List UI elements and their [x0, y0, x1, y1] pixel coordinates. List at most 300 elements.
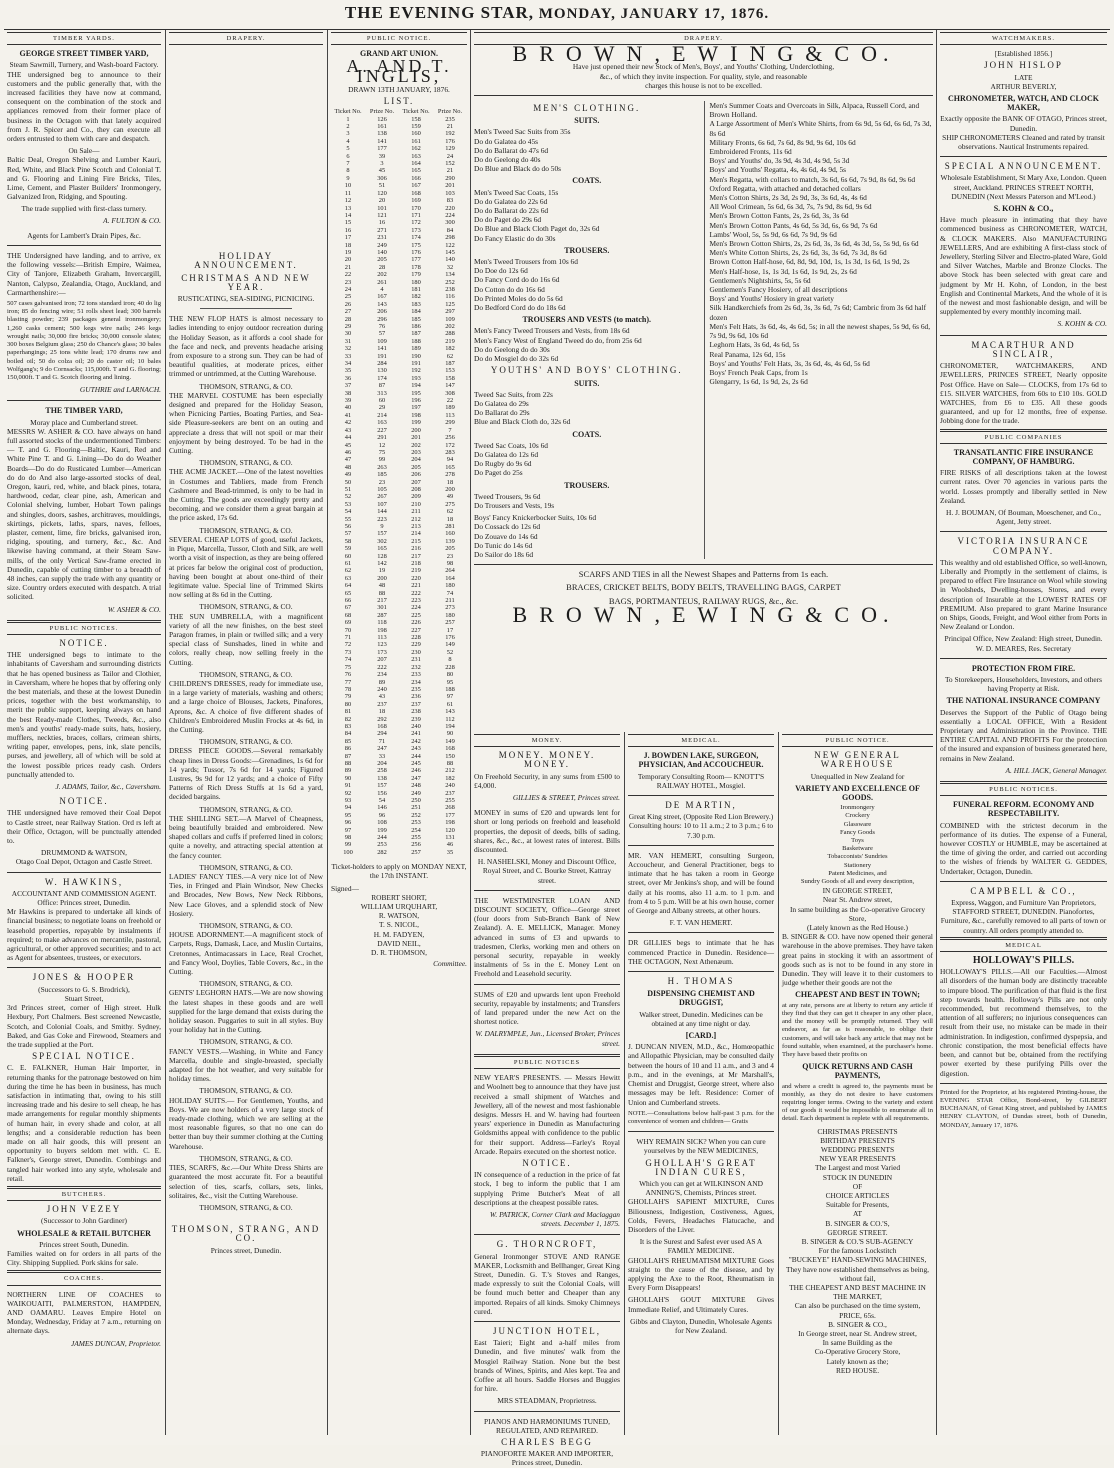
table-cell: 84: [446, 226, 454, 234]
table-cell: 4: [380, 285, 384, 293]
ad-body: MR. VAN HEMERT, consulting Surgeon, Accoucheur, and General Practitioner, begs to intimate that he has taken a room in George street, over Mr Jenkins's shop, and will be found daily at his rooms, also 11 a.m. to 1 p.m. and from 4 to 5 p.m. Will be at his own house, corner of George and Albany streets, at other hours.: [628, 850, 774, 916]
table-cell: 82: [344, 715, 352, 723]
ad-body: GHOLLAH'S RHEUMATISM MIXTURE Goes straight to the cause of the disease, and by applying the Axe to the Root, Rheumatism in Every Form Disappears!: [628, 1255, 774, 1293]
price-line: Do Zouave do 14s 6d: [474, 531, 538, 541]
ad-text: Great King street, (Opposite Red Lion Brewery.) Consulting hours: 10 to 11 a.m.; 2 to 3 p.m.; 6 to 7.30 p.m.: [628, 812, 774, 840]
ad-signature: JAMES DUNCAN, Proprietor.: [70, 1338, 161, 1348]
table-cell: 60: [378, 397, 386, 405]
price-line: Do Cossack do 12s 6d: [474, 522, 541, 532]
table-cell: 61: [446, 700, 454, 708]
name-letter: &: [805, 41, 829, 67]
table-cell: 214: [377, 411, 387, 419]
table-cell: 94: [344, 804, 352, 812]
table-cell: 145: [445, 248, 455, 256]
price-line: Glengarry, 1s 6d, 1s 9d, 2s, 2s 6d: [709, 377, 808, 387]
table-cell: 214: [411, 530, 421, 538]
table-cell: 271: [377, 226, 387, 234]
name-letter: N: [749, 601, 772, 627]
price-line: Do Galatea do 29s: [474, 398, 529, 408]
ad-text: (Lately known as the Red House.): [807, 923, 908, 933]
drapery-item: THE SHILLING SET.—A Marvel of Cheapness, being beautifully braided and embroidered. New shaped collars and cuffs if preferred lined in colors; quite a novelty, and attracting special attention at the fancy counter.: [169, 813, 323, 860]
table-cell: 206: [411, 471, 421, 479]
section-header: TIMBER YARDS.: [7, 32, 161, 45]
table-cell: 209: [411, 493, 421, 501]
table-cell: 194: [411, 382, 421, 390]
ad-body: CHRONOMETER, WATCHMAKERS, AND JEWELLERS, PRINCES STREET, Nearly opposite Post Office. Have on Sale— CLOCKS, from 17s 6d to £15. SILVER WATCHES, from 60s to £10 10s. GOLD WATCHES, from £6 to £35. All these goods guaranteed, and up for 12 months, free of expense. Jobbing done for the trade.: [940, 361, 1107, 426]
table-cell: 202: [445, 323, 455, 330]
ad-text: BAGS, PORTMANTEUS, RAILWAY RUGS, &c., &c.: [608, 595, 799, 606]
table-cell: 264: [445, 567, 455, 575]
price-line: Tweed Sac Coats, 10s 6d: [474, 440, 548, 450]
table-cell: 246: [411, 767, 421, 775]
ad-body: SUMS of £20 and upwards lent upon Freehold security, repayable by instalments; and Transfers of land prepared under the new Act on the shortest notice.: [474, 989, 620, 1027]
table-cell: 191: [411, 360, 421, 368]
ad-text: Princes street South, Dunedin.: [39, 1239, 129, 1249]
ad-title: JOHN HISLOP: [984, 60, 1063, 71]
ad-title: TRANSATLANTIC FIRE INSURANCE COMPANY, OF HAMBURG.: [953, 447, 1094, 466]
table-cell: 290: [445, 174, 455, 182]
drapery-item: TIES, SCARFS, &c.—Our White Dress Shirts are guaranteed the most accurate fit. For a beautiful selection of ties, scarfs, collars, sets, links, solitaires, &c., visit the Cutting Warehouse.: [169, 1163, 323, 1200]
table-cell: 91: [344, 782, 352, 790]
drapery-item: FANCY VESTS.—Washing, in White and Fancy Marcella, double and single-breasted, specially adapted for the hot weather, and very suitable for holiday times.: [169, 1046, 323, 1084]
price-line: Boys' French Peak Caps, from 1s: [709, 367, 808, 377]
signer-name: H. M. FADYEN,: [373, 929, 425, 939]
goods-item: Glassware: [843, 820, 872, 828]
table-cell: 76: [378, 323, 386, 330]
table-cell: 23: [344, 278, 352, 286]
section-header: COACHES.: [7, 1270, 161, 1285]
ad-text: Unequalled in New Zealand for: [810, 771, 905, 781]
clothing-left: [474, 101, 704, 559]
ad-body: THE undersigned begs to intimate to the inhabitants of Caversham and surrounding districts that he has opened business as Tailor and Clothier, in Caversham, where he hopes that by offering only the best materials, and these at the lowest Dunedin prices, together with the best workmanship, to merit the public support, keeping always on hand the best Ready-made Clothes, Tweeds, &c., also men's and youths' ready-made suits, hats, hosiery, mufflers, neckties, braces, collars, crimean shirts, writing paper, envelopes, pens, ink, slate pencils, purses, and jewellery, all of which will be sold at the lowest possible prices ready cash. Orders punctually attended to.: [7, 650, 161, 779]
table-cell: 241: [411, 730, 421, 738]
price-line: Do Paget do 25s: [474, 468, 523, 478]
table-cell: 45: [378, 167, 386, 175]
table-cell: 152: [445, 160, 455, 168]
table-cell: 223: [377, 515, 387, 523]
ad-title: MONEY. MONEY. MONEY.: [498, 750, 596, 770]
ad-title: W. HAWKINS,: [44, 876, 124, 887]
table-cell: 90: [446, 730, 454, 738]
ad-signature: J. ADAMS, Tailor, &c., Caversham.: [55, 782, 161, 792]
ad-signature: Committee.: [433, 959, 467, 969]
table-cell: 74: [344, 656, 352, 664]
drapery-item: THE MARVEL COSTUME has been especially designed and prepared for the Holiday Season, when Picnicing Parties, Boating Parties, and Sea-side Pleasure-seekers are bent on an outing and appreciate a dress that will not spoil or mar their enjoyment by being destroyed. To be had in the Cutting.: [169, 390, 323, 456]
list-subtitle: COATS.: [572, 176, 602, 186]
table-cell: 205: [411, 463, 421, 471]
table-cell: 198: [411, 411, 421, 419]
table-cell: 212: [411, 515, 421, 523]
ad-subtitle: Moray place and Cumberland street.: [30, 417, 138, 427]
table-cell: 69: [344, 619, 352, 627]
table-cell: 1: [346, 115, 350, 123]
table-cell: 57: [344, 530, 352, 538]
table-cell: 184: [411, 308, 421, 316]
table-cell: 258: [377, 767, 387, 775]
ad-text: OF: [852, 1181, 863, 1191]
table-cell: 138: [377, 774, 387, 782]
table-cell: 116: [445, 293, 455, 301]
table-cell: 9: [346, 174, 350, 182]
table-cell: 188: [445, 685, 455, 693]
table-cell: 25: [344, 293, 352, 301]
ad-body: B. SINGER & CO. have now opened their general warehouse in the above premises. They have taken great pains in stocking it with an assortment of goods such as is not to be found in any store in Dunedin. They will leave it to their customers to judge whether their goods are not the: [782, 932, 933, 988]
column-watchmakers: [937, 30, 1110, 1435]
table-cell: 288: [445, 330, 455, 338]
table-cell: 48: [344, 463, 352, 471]
table-cell: 15: [344, 219, 352, 227]
signer-name: D. R. THOMSON,: [371, 948, 427, 958]
table-cell: 144: [377, 508, 387, 516]
table-cell: 225: [411, 611, 421, 619]
ad-text: Office: Princes street, Dunedin.: [37, 898, 131, 908]
table-cell: 217: [411, 552, 421, 560]
table-cell: 249: [411, 789, 421, 797]
ad-signature: S. KOHN & CO.: [1057, 319, 1107, 329]
table-cell: 237: [377, 700, 387, 708]
table-cell: 73: [344, 648, 352, 656]
table-cell: 40: [344, 404, 352, 412]
price-line: Do Doe do 12s 6d: [474, 266, 528, 276]
column-money: [471, 732, 623, 1468]
table-cell: 273: [445, 604, 455, 612]
table-cell: 213: [411, 522, 421, 530]
table-cell: 199: [377, 826, 387, 834]
list-title: YOUTHS' AND BOYS' CLOTHING.: [490, 365, 683, 376]
table-cell: 216: [411, 545, 421, 553]
table-cell: 197: [411, 404, 421, 412]
ad-text: THE CHEAPEST AND BEST MACHINE IN THE MARKET,: [789, 1282, 926, 1302]
ad-signature: A. HILL JACK, General Manager.: [1005, 765, 1107, 775]
price-line: Men's Felt Hats, 3s 6d, 4s, 4s 6d, 5s; in all the newest shapes, 5s 9d, 6s 6d, 7s 9d, 9s 6d, 10s 6d: [709, 321, 931, 341]
table-cell: 299: [445, 419, 455, 427]
ad-signature: Principal Office, New Zealand: High street, Dunedin. W. D. MEARES, Res. Secretary: [944, 634, 1103, 653]
table-cell: 67: [344, 604, 352, 612]
table-cell: 109: [445, 315, 455, 323]
column-brown-ewing: [471, 30, 936, 730]
signer-name: T. S. NICOL,: [379, 920, 419, 930]
table-cell: 128: [377, 552, 387, 560]
section-header: DRAPERY.: [169, 32, 323, 45]
table-cell: 150: [445, 752, 455, 760]
divider: [628, 795, 774, 796]
goods-item: Fancy Goods: [840, 828, 875, 836]
ad-text: PRICE, 65s.: [839, 1310, 876, 1320]
prize-table-header: [331, 108, 467, 115]
price-line: Gentlemen's Fancy Hosiery, of all descriptions: [709, 285, 848, 295]
ad-text: Princes street, Dunedin.: [210, 1245, 282, 1255]
table-cell: 176: [445, 137, 455, 145]
table-cell: 240: [377, 685, 387, 693]
table-cell: 180: [411, 278, 421, 286]
ad-signature: THOMSON, STRANG, & CO.: [199, 525, 293, 535]
table-cell: 224: [411, 604, 421, 612]
divider: [474, 1411, 620, 1412]
table-cell: 194: [445, 722, 455, 730]
ad-text: In same Building as the: [822, 1338, 893, 1348]
ad-text: RED HOUSE.: [835, 1365, 880, 1375]
table-cell: 8: [346, 167, 350, 175]
table-cell: 248: [411, 782, 421, 790]
table-cell: 223: [411, 597, 421, 605]
goods-item: Toys: [851, 837, 864, 845]
table-cell: 211: [445, 597, 455, 605]
ad-text: ARTHUR BEVERLY,: [990, 81, 1057, 91]
ad-title: GRAND ART UNION.: [359, 49, 439, 59]
table-cell: 143: [445, 708, 455, 716]
ad-text: For the famous Lockstitch: [818, 1246, 897, 1256]
ad-title: SPECIAL ANNOUNCEMENT.: [944, 161, 1103, 172]
table-cell: 191: [377, 352, 387, 360]
price-line: Do do Galatea do 45s: [474, 136, 539, 146]
name-letter: G: [777, 41, 800, 67]
price-line: Boys' and Youths' Regatta, 4s, 4s 6d, 4s 9d, 5s: [709, 165, 847, 175]
table-cell: 51: [378, 182, 386, 190]
ad-title: WHOLESALE & RETAIL BUTCHER: [17, 1228, 151, 1238]
table-cell: 177: [411, 256, 421, 264]
table-cell: 182: [445, 345, 455, 353]
table-cell: 57: [378, 330, 386, 338]
table-cell: 80: [344, 700, 352, 708]
table-cell: 185: [377, 471, 387, 479]
table-cell: 121: [377, 211, 387, 219]
ad-signature: GUTHRIE and LARNACH.: [79, 385, 161, 395]
ad-title: H. THOMAS: [667, 976, 735, 987]
table-cell: 278: [445, 471, 455, 479]
ad-signature: THOMSON, STRANG, & CO.: [199, 1202, 293, 1212]
table-cell: 313: [377, 389, 387, 397]
divider: [628, 932, 774, 933]
divider: [7, 872, 161, 873]
name-letter: O.: [861, 41, 895, 67]
ad-signature: W. PATRICK, Corner Clark and Maclaggan streets. December 1, 1875.: [489, 1209, 620, 1229]
price-line: Do do Mosgiel do do 32s 6d: [474, 354, 559, 364]
table-cell: 173: [411, 226, 421, 234]
table-cell: 24: [344, 285, 352, 293]
table-cell: 208: [411, 485, 421, 493]
table-cell: 183: [411, 300, 421, 308]
price-line: Do Bedford Cord do do 18s 6d: [474, 303, 566, 313]
price-line: Embroidered Fronts, 11s 6d: [709, 147, 792, 157]
table-cell: 160: [411, 130, 421, 138]
name-letter: R: [539, 601, 560, 627]
ad-text: VARIETY AND EXCELLENCE OF GOODS.: [795, 783, 920, 803]
table-cell: 229: [411, 641, 421, 649]
table-cell: 39: [378, 152, 386, 160]
price-line: Do Ballarat do 29s: [474, 408, 530, 418]
table-cell: 93: [344, 797, 352, 804]
table-cell: 169: [411, 197, 421, 205]
ad-signature: H. NASHELSKI, Money and Discount Office, Royal Street, and C. Bourke Street, Kattray street.: [477, 857, 617, 885]
price-line: Do do Galatea do 22s 6d: [474, 196, 548, 206]
table-cell: 187: [445, 360, 455, 368]
table-cell: 219: [411, 567, 421, 575]
ad-text: Agents for Lambert's Drain Pipes, &c.: [27, 230, 141, 240]
table-cell: 65: [344, 589, 352, 597]
table-cell: 97: [446, 693, 454, 701]
table-cell: 23: [378, 478, 386, 486]
ad-signature: F. T. VAN HEMERT.: [669, 918, 733, 928]
table-cell: 237: [445, 789, 455, 797]
table-cell: 84: [344, 730, 352, 738]
ad-signature: MRS STEADMAN, Proprietress.: [497, 1396, 597, 1406]
table-cell: 224: [445, 211, 455, 219]
table-cell: 157: [377, 530, 387, 538]
table-cell: 195: [411, 389, 421, 397]
imprint: Printed for the Proprietor, at his registered Printing-house, the EVENING STAR Office, Bond-street, by GILBERT BUCHANAN, of Great King street, and published by JAMES HENRY CLAYTON, of Dundas street, both of Dunedin, MONDAY, January 17, 1876.: [940, 1088, 1107, 1129]
table-cell: 187: [411, 330, 421, 338]
table-cell: 174: [377, 374, 387, 382]
price-line: Do do Ballarat do 47s 6d: [474, 145, 549, 155]
price-line: Do Tunic do 14s 6d: [474, 540, 533, 550]
table-cell: 147: [445, 382, 455, 390]
price-line: Boys' and Youths' do, 3s 9d, 4s 3d, 4s 9d, 5s 3d: [709, 156, 850, 166]
price-line: Do Rugby do 9s 6d: [474, 459, 532, 469]
table-cell: 95: [344, 811, 352, 819]
table-cell: 207: [377, 656, 387, 664]
table-cell: 21: [446, 167, 454, 175]
ad-body: and where a credit is agreed to, the payments must be monthly, as they do not desire to have customers requiring longer terms. Owing to the variety and extent of our goods it would be impossible to enumerate all in detail. Each department is replete with all requirements.: [782, 1082, 933, 1123]
table-cell: 63: [344, 574, 352, 582]
table-cell: 143: [377, 300, 387, 308]
price-line: Tweed Trousers, 9s 6d: [474, 491, 541, 501]
ad-text: To Storekeepers, Householders, Investors, and others having Property at Risk.: [944, 674, 1103, 694]
table-cell: 186: [411, 323, 421, 330]
table-cell: 109: [377, 337, 387, 345]
table-cell: 228: [411, 634, 421, 642]
ad-title: SPECIAL NOTICE.: [32, 1051, 136, 1062]
name-letter: I: [730, 41, 744, 67]
table-cell: 281: [445, 522, 455, 530]
table-cell: 26: [344, 300, 352, 308]
ad-text: [Established 1856.]: [994, 49, 1053, 59]
table-cell: 180: [445, 611, 455, 619]
table-cell: 90: [344, 774, 352, 782]
table-cell: 66: [344, 597, 352, 605]
table-cell: 231: [411, 656, 421, 664]
table-cell: 158: [411, 115, 421, 123]
drapery-item: THE SUN UMBRELLA, with a magnificent variety of all the new finishes, on the best steel Paragon frames, in plain or twilled silk; and a very special class of Sunshades, lined in white and colors, really cheap, now selling freely in the Cutting.: [169, 611, 323, 667]
ad-text: NEW GENERAL WAREHOUSE: [814, 750, 901, 770]
table-cell: 123: [377, 641, 387, 649]
table-cell: 185: [411, 315, 421, 323]
table-cell: 83: [344, 722, 352, 730]
table-cell: 29: [344, 323, 352, 330]
table-cell: 141: [377, 137, 387, 145]
table-cell: 261: [377, 278, 387, 286]
ad-subtitle: (Successor to John Gardiner): [41, 1216, 127, 1226]
table-cell: 291: [377, 434, 387, 442]
ad-body: 3rd Princes street, corner of High street. Hulk Hexbury, Port Chalmers. Best screened Newcastle, Scotch, and Colonial Coals, and Smithy. Sydney, Baked, and Gas Coke and Firewood, Steamers and the trade supplied at the Port.: [7, 1003, 161, 1049]
table-cell: 120: [377, 189, 387, 197]
table-cell: 275: [445, 500, 455, 508]
section-header: WATCHMAKERS.: [940, 32, 1107, 45]
ad-text: BRACES, CRICKET BELTS, BODY BELTS, TRAVELLING BAGS, CARPET: [566, 582, 841, 593]
table-cell: 221: [411, 582, 421, 590]
divider: [940, 335, 1107, 336]
table-cell: 177: [445, 811, 455, 819]
ad-name: A. AND T. INGLIS,: [346, 56, 452, 86]
signer-list: [331, 893, 467, 957]
table-cell: 297: [445, 308, 455, 316]
list-subtitle: SUITS.: [574, 378, 600, 388]
ad-text: charges this house is not to be excelled.: [645, 80, 762, 90]
ad-text: WHY REMAIN SICK? When you can cure yourselves by the NEW MEDICINES,: [636, 1137, 766, 1156]
price-line: Men's Summer Coats and Overcoats in Silk, Alpaca, Russell Cord, and Brown Holland.: [709, 101, 920, 120]
table-cell: 17: [446, 626, 454, 634]
table-cell: 166: [411, 174, 421, 182]
table-cell: 28: [344, 315, 352, 323]
ad-title: CAMPBELL & CO.,: [970, 885, 1077, 896]
table-cell: 31: [344, 337, 352, 345]
table-cell: 149: [445, 641, 455, 649]
divider: [7, 967, 161, 968]
name-letter: &: [805, 601, 829, 627]
table-cell: 202: [377, 271, 387, 279]
ad-subtitle: DISPENSING CHEMIST AND DRUGGIST,: [647, 989, 755, 1008]
name-letter: N: [749, 41, 772, 67]
price-line: Boys' Fancy Knickerbocker Suits, 10s 6d: [474, 513, 597, 523]
table-cell: 203: [411, 448, 421, 456]
price-list: [474, 513, 700, 559]
table-cell: 45: [344, 441, 352, 449]
name-letter: G: [777, 601, 800, 627]
table-cell: 268: [445, 804, 455, 812]
table-cell: 22: [446, 397, 454, 405]
table-cell: 228: [445, 663, 455, 671]
table-cell: 28: [378, 263, 386, 271]
ad-text: B. SINGER & CO.,: [828, 1319, 887, 1329]
table-cell: 158: [445, 374, 455, 382]
table-cell: 254: [411, 826, 421, 834]
table-cell: 189: [445, 404, 455, 412]
ad-text: Lately known as the;: [826, 1356, 889, 1366]
table-cell: 219: [445, 337, 455, 345]
price-line: Men's Tweed Sac Suits from 35s: [474, 127, 571, 137]
table-cell: 125: [445, 300, 455, 308]
name-letter: E: [671, 601, 692, 627]
table-cell: 174: [411, 234, 421, 242]
ad-body: HOLLOWAY'S PILLS.—All our Faculties.—Almost all disorders of the human body are distinctly traceable to impure blood. The purification of that fluid is the first step towards health. Holloway's Pills are not only recommended, but recommend themselves, to the attention of all sufferers; no injurious consequences can result from their use, no mistake can be made in their administration. In indigestion, confirmed dyspepsia, and chronic constipation, the most beneficial effects have been, and cannot but be, obtained from the rectifying power exerted by these purifying Pills over the digestion.: [940, 967, 1107, 1078]
table-cell: 193: [411, 374, 421, 382]
table-cell: 55: [344, 515, 352, 523]
ad-signature: THOMSON, STRANG, & CO.: [199, 1037, 293, 1047]
table-cell: 249: [377, 241, 387, 249]
ad-body: NEW YEAR'S PRESENTS. — Messrs Hewitt and Woolnett beg to announce that they have just received a small shipment of Watches and Jewellery, all of the newest and most fashionable designs. Messrs H. and W. having had fourteen years' experience in Dunedin as Manufacturing Goldsmiths appeal with confidence to the public for their support. Address—Farley's Royal Arcade. Repairs executed on the shortest notice.: [474, 1073, 620, 1156]
table-cell: 177: [377, 145, 387, 153]
name-letter: N: [626, 601, 649, 627]
ad-body: FIRE RISKS of all descriptions taken at the lowest current rates. Over 70 agencies in various parts the world. Losses promptly and liberally settled in New Zealand.: [940, 468, 1107, 505]
price-line: Men's Cotton Shirts, 2s 3d, 2s 9d, 3s, 3s 6d, 4s, 4s 6d: [709, 193, 867, 203]
goods-item: Basketware: [842, 845, 873, 853]
divider: [940, 531, 1107, 532]
table-cell: 3: [346, 130, 350, 138]
table-cell: 163: [411, 152, 421, 160]
table-cell: 256: [411, 841, 421, 849]
table-cell: 255: [411, 834, 421, 842]
name-letter: W: [697, 41, 725, 67]
list-subtitle: SUITS.: [574, 116, 600, 126]
ad-signature: THOMSON, STRANG, & CO.: [199, 737, 293, 747]
name-letter: O: [565, 41, 588, 67]
table-cell: 282: [377, 848, 387, 856]
table-cell: 255: [445, 797, 455, 804]
table-cell: 44: [344, 434, 352, 442]
ad-text: SHIP CHRONOMETERS Cleaned and rated by transit observations. Nautical Instruments repaired.: [942, 132, 1105, 152]
table-cell: 252: [411, 811, 421, 819]
ad-subtitle: RUSTICATING, SEA-SIDING, PICNICING.: [177, 294, 315, 304]
table-cell: 81: [344, 708, 352, 716]
